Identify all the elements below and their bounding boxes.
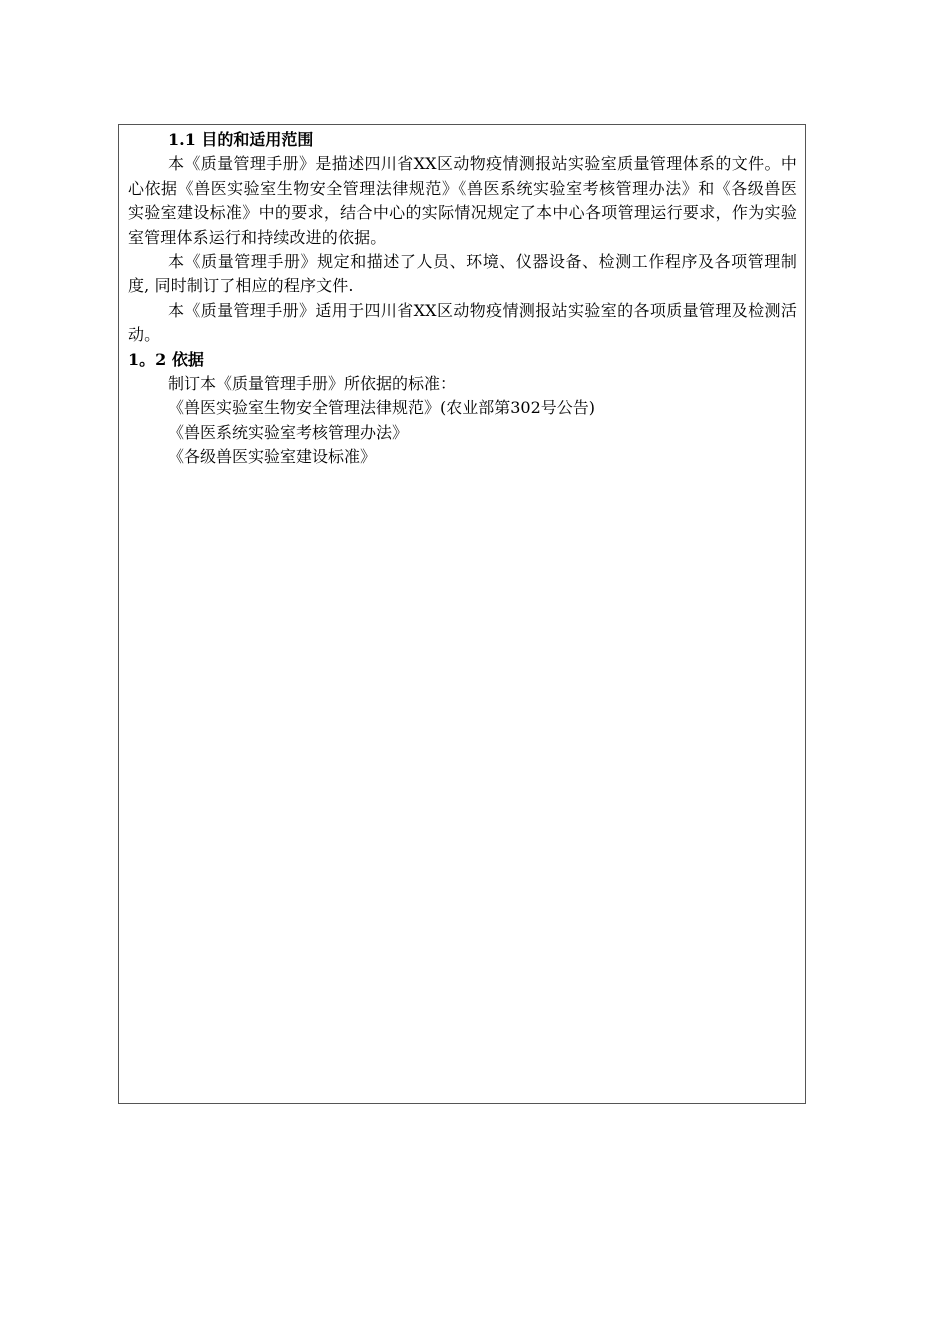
section-heading-1-1: 1.1 目的和适用范围 [168,130,314,149]
reference-item: 《各级兽医实验室建设标准》 [168,447,377,467]
section-heading-1-2: 1。2 依据 [128,349,204,369]
reference-item: 《兽医系统实验室考核管理办法》 [168,422,409,442]
reference-item: 《兽医实验室生物安全管理法律规范》(农业部第302号公告) [168,398,596,418]
paragraph-content: 本《质量管理手册》规定和描述了人员、环境、仪器设备、检测工作程序及各项管理制度, 同时制订了相应的程序文件. [128,252,797,296]
paragraph-purpose: 本《质量管理手册》是描述四川省XX区动物疫情测报站实验室质量管理体系的文件。中心依据《兽医实验室生物安全管理法律规范》《兽医系统实验室考核管理办法》和《各级兽医实验室建设标准》中的要求，结合中心的实际情况规定了本中心各项管理运行要求，作为实验室管理体系运行和持续改进的依据。 [128,154,797,247]
paragraph-scope: 本《质量管理手册》适用于四川省XX区动物疫情测报站实验室的各项质量管理及检测活动。 [128,300,797,345]
basis-intro: 制订本《质量管理手册》所依据的标准： [168,374,457,394]
document-frame [118,124,806,1104]
